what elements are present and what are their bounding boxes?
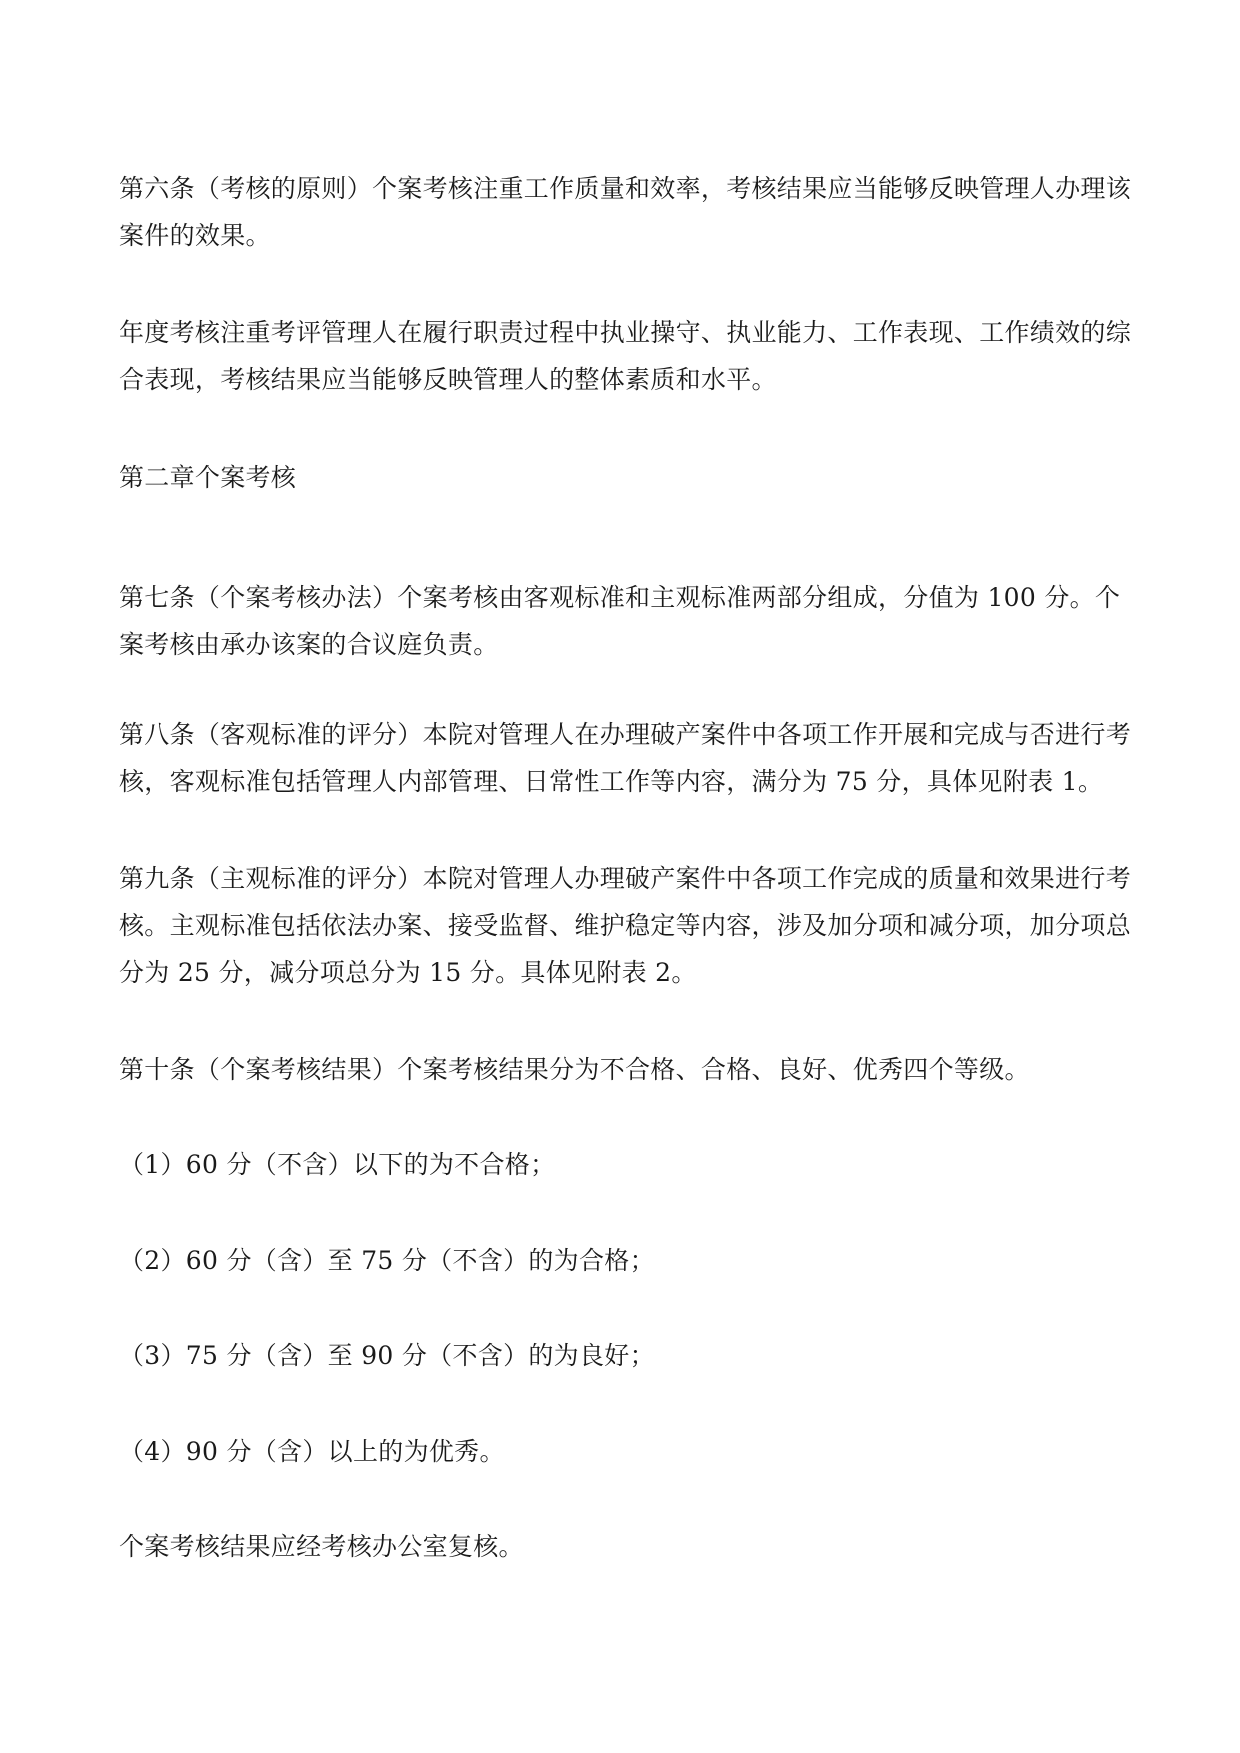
grade-item-3: （3）75 分（含）至 90 分（不含）的为良好； [119,1341,655,1370]
grade-item-1: （1）60 分（不含）以下的为不合格； [119,1150,556,1179]
article-6-paragraph: 第六条（考核的原则）个案考核注重工作质量和效率，考核结果应当能够反映管理人办理该案件的效果。 [119,174,1132,250]
grade-item-4: （4）90 分（含）以上的为优秀。 [119,1437,505,1466]
grade-item-2: （2）60 分（含）至 75 分（不含）的为合格； [119,1246,655,1275]
chapter-2-heading: 第二章个案考核 [119,463,297,492]
review-note-paragraph: 个案考核结果应经考核办公室复核。 [119,1532,524,1561]
annual-assessment-paragraph: 年度考核注重考评管理人在履行职责过程中执业操守、执业能力、工作表现、工作绩效的综合表现，考核结果应当能够反映管理人的整体素质和水平。 [119,318,1132,394]
article-9-paragraph: 第九条（主观标准的评分）本院对管理人办理破产案件中各项工作完成的质量和效果进行考核。主观标准包括依法办案、接受监督、维护稳定等内容，涉及加分项和减分项，加分项总分为 25 分，减分项总分为 15 分。具体见附表 2。 [119,864,1132,987]
article-8-paragraph: 第八条（客观标准的评分）本院对管理人在办理破产案件中各项工作开展和完成与否进行考核，客观标准包括管理人内部管理、日常性工作等内容，满分为 75 分，具体见附表 1。 [119,720,1132,796]
article-7-paragraph: 第七条（个案考核办法）个案考核由客观标准和主观标准两部分组成，分值为 100 分。个案考核由承办该案的合议庭负责。 [119,583,1121,659]
article-10-paragraph: 第十条（个案考核结果）个案考核结果分为不合格、合格、良好、优秀四个等级。 [119,1055,1030,1084]
